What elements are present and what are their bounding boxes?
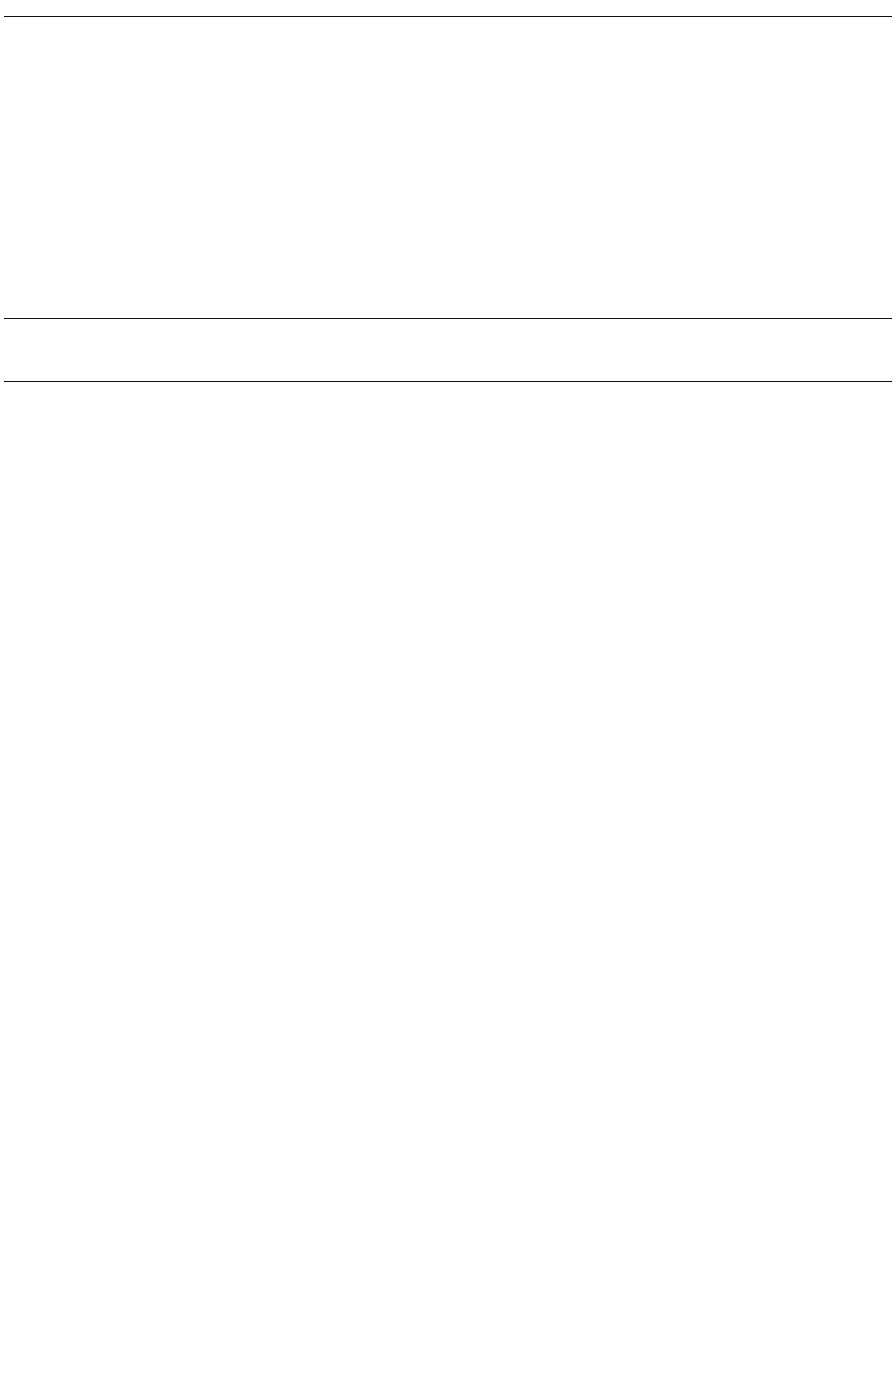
service-guide-listings: [4, 386, 892, 1384]
help-wanted-section: [4, 16, 892, 316]
home-service-guide-banner: [4, 318, 892, 382]
page-folio: [6, 2, 890, 16]
